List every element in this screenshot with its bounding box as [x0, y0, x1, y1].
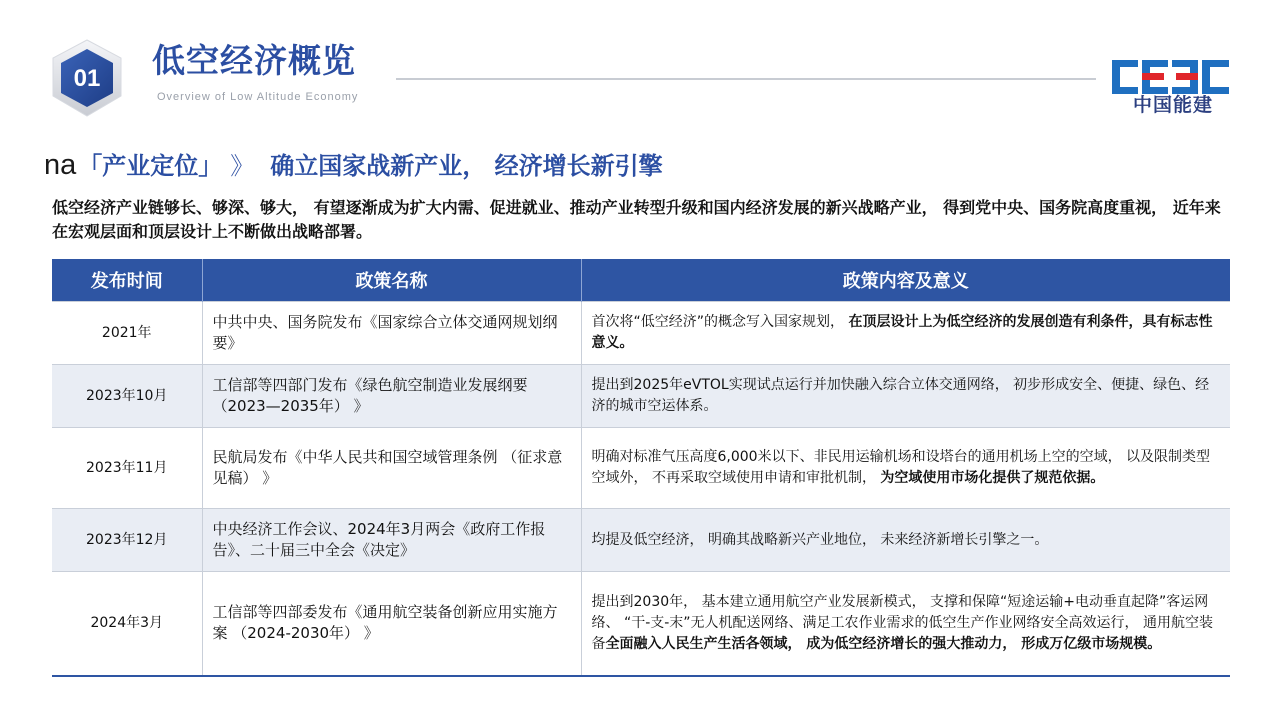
logo-name: 中国能建 [1132, 94, 1213, 116]
cell-policy-name: 中央经济工作会议、2024年3月两会《政府工作报告》、二十届三中全会《决定》 [202, 509, 581, 572]
content-emphasis: 为空域使用市场化提供了规范依据。 [880, 470, 1105, 486]
content-text: 提出到2025年eVTOL实现试点运行并加快融入综合立体交通网络， 初步形成安全、便捷、绿色、经济的城市空运体系。 [591, 377, 1210, 414]
cell-policy-content [581, 509, 1230, 572]
cell-date: 2024年3月 [52, 572, 202, 676]
double-chevron-icon: 》 [230, 152, 255, 180]
content-text: 均提及低空经济， 明确其战略新兴产业地位， 未来经济新增长引擎之一。 [591, 531, 1049, 548]
content-emphasis: 在顶层设计上为低空经济的发展创造有利条件，具有标志性意义。 [591, 314, 1213, 351]
policy-table [52, 259, 1230, 677]
cell-policy-name: 民航局发布《中华人民共和国空域管理条例 （征求意见稿） 》 [202, 428, 581, 509]
cell-date: 2021年 [52, 302, 202, 365]
header-divider [396, 78, 1096, 80]
table-row [52, 302, 1230, 365]
intro-paragraph: 低空经济产业链够长、够深、够大， 有望逐渐成为扩大内需、促进就业、推动产业转型升级和国内经济发展的新兴战略产业， 得到党中央、国务院高度重视， 近年来在宏观层面和顶层设计上不断做出战略部署。 [52, 198, 1221, 241]
column-header-policy-name: 政策名称 [202, 259, 581, 302]
badge-number: 01 [73, 65, 101, 92]
table-row [52, 572, 1230, 676]
table-row [52, 509, 1230, 572]
heading-text: 确立国家战新产业， 经济增长新引擎 [270, 152, 663, 180]
content-text: 提出到2030年， 基本建立通用航空产业发展新模式， 支撑和保障“短途运输+电动垂直起降”客运网络、 “干-支-末”无人机配送网络、满足工农作业需求的低空生产作业网络安全高效运行， 通用航空装备 [591, 593, 1214, 652]
section-title: 低空经济概览 [152, 41, 356, 80]
cell-date: 2023年12月 [52, 509, 202, 572]
cell-policy-content [581, 365, 1230, 428]
section-heading [44, 146, 663, 186]
cell-policy-content [581, 302, 1230, 365]
content-text: 首次将“低空经济”的概念写入国家规划， [591, 314, 849, 330]
cell-policy-name: 工信部等四部门发布《绿色航空制造业发展纲要 （2023—2035年） 》 [202, 365, 581, 428]
cell-policy-name: 中共中央、国务院发布《国家综合立体交通网规划纲要》 [202, 302, 581, 365]
content-emphasis: 全面融入人民生产生活各领域， 成为低空经济增长的强大推动力， 形成万亿级市场规模。 [605, 635, 1162, 652]
column-header-date: 发布时间 [52, 259, 202, 302]
cell-policy-content [581, 428, 1230, 509]
cell-policy-name: 工信部等四部委发布《通用航空装备创新应用实施方案 （2024-2030年） 》 [202, 572, 581, 676]
section-subtitle: Overview of Low Altitude Economy [157, 91, 359, 103]
column-header-policy-content: 政策内容及意义 [581, 259, 1230, 302]
cell-date: 2023年10月 [52, 365, 202, 428]
heading-tag: 「产业定位」 [78, 152, 223, 180]
heading-prefix: na [44, 149, 77, 181]
section-number-badge [47, 38, 127, 118]
cell-policy-content [581, 572, 1230, 676]
content-text: 明确对标准气压高度6,000米以下、非民用运输机场和设塔台的通用机场上空的空域， 以及限制类型空域外， 不再采取空域使用申请和审批机制， [591, 449, 1211, 486]
cell-date: 2023年11月 [52, 428, 202, 509]
table-header-row [52, 259, 1230, 302]
table-row [52, 365, 1230, 428]
table-row [52, 428, 1230, 509]
